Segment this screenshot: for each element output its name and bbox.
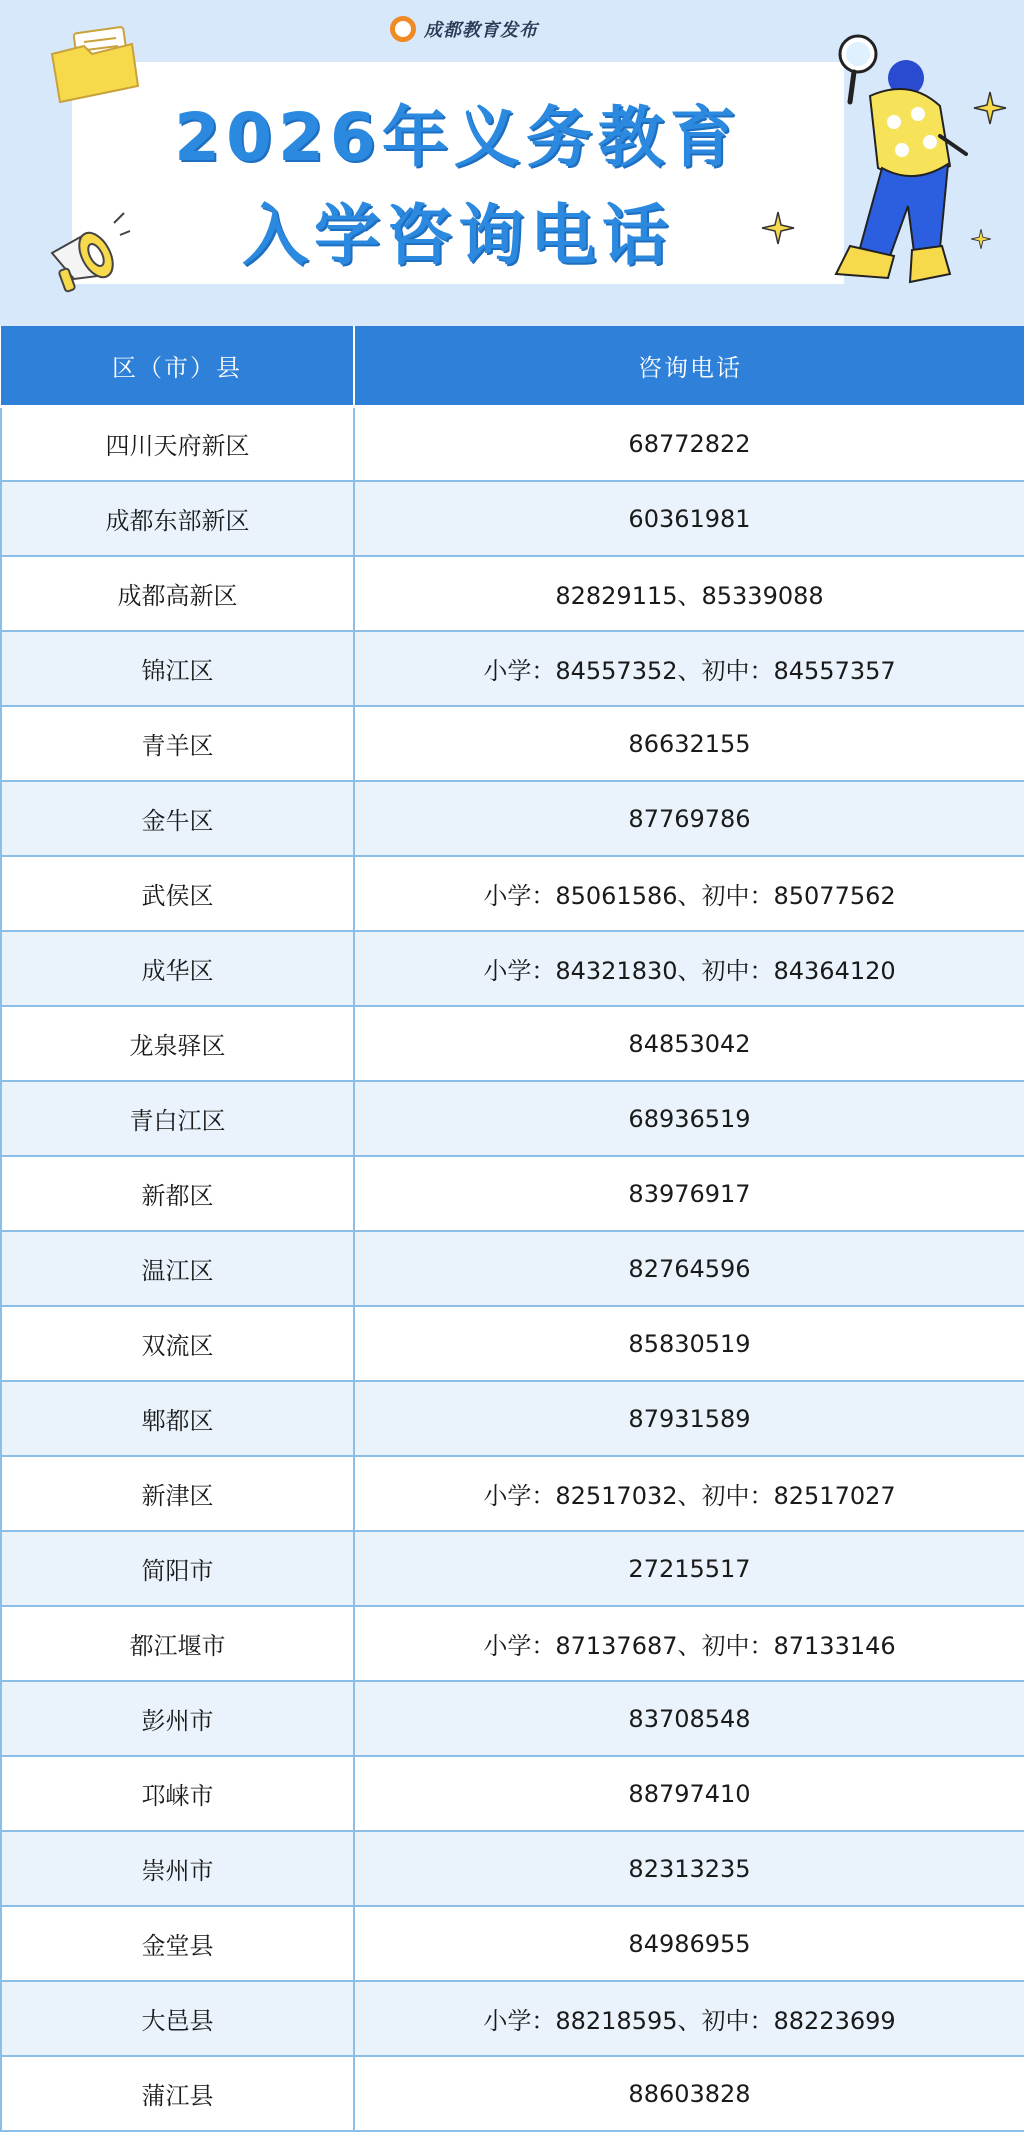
district-cell: 龙泉驿区 xyxy=(1,1006,354,1081)
district-cell: 金堂县 xyxy=(1,1906,354,1981)
table-row xyxy=(1,2056,1024,2131)
brand xyxy=(390,14,538,44)
phone-cell: 83708548 xyxy=(354,1681,1024,1756)
district-cell: 彭州市 xyxy=(1,1681,354,1756)
magnifier-person-illustration xyxy=(790,26,970,310)
table-row xyxy=(1,1456,1024,1531)
table-row xyxy=(1,556,1024,631)
page-title-line2: 入学咨询电话 xyxy=(242,197,674,274)
table-row xyxy=(1,1156,1024,1231)
brand-name: 成都教育发布 xyxy=(424,20,538,41)
table-body xyxy=(1,406,1024,2131)
table-row xyxy=(1,1306,1024,1381)
brand-logo-icon xyxy=(390,16,416,42)
district-cell: 青羊区 xyxy=(1,706,354,781)
district-cell: 蒲江县 xyxy=(1,2056,354,2131)
table-row xyxy=(1,1531,1024,1606)
table-row xyxy=(1,1006,1024,1081)
phone-cell: 27215517 xyxy=(354,1531,1024,1606)
phone-cell: 68772822 xyxy=(354,406,1024,481)
table-row xyxy=(1,1981,1024,2056)
phone-cell: 小学：84557352、初中：84557357 xyxy=(354,631,1024,706)
phone-cell: 82313235 xyxy=(354,1831,1024,1906)
district-cell: 简阳市 xyxy=(1,1531,354,1606)
district-cell: 新津区 xyxy=(1,1456,354,1531)
table-row xyxy=(1,1681,1024,1756)
phone-cell: 88797410 xyxy=(354,1756,1024,1831)
district-cell: 郫都区 xyxy=(1,1381,354,1456)
district-cell: 温江区 xyxy=(1,1231,354,1306)
phone-cell: 82764596 xyxy=(354,1231,1024,1306)
header-banner xyxy=(0,0,1024,318)
district-cell: 成都东部新区 xyxy=(1,481,354,556)
table-row xyxy=(1,706,1024,781)
table-row xyxy=(1,631,1024,706)
phone-cell: 88603828 xyxy=(354,2056,1024,2131)
district-cell: 武侯区 xyxy=(1,856,354,931)
phone-cell: 小学：88218595、初中：88223699 xyxy=(354,1981,1024,2056)
column-header-phone: 咨询电话 xyxy=(354,326,1024,406)
column-header-district: 区（市）县 xyxy=(1,326,354,406)
phone-cell: 60361981 xyxy=(354,481,1024,556)
sparkle-icon xyxy=(972,90,1008,126)
district-cell: 都江堰市 xyxy=(1,1606,354,1681)
phone-cell: 83976917 xyxy=(354,1156,1024,1231)
table-row xyxy=(1,856,1024,931)
sparkle-icon xyxy=(970,228,992,250)
district-cell: 青白江区 xyxy=(1,1081,354,1156)
consultation-table xyxy=(0,326,1024,2147)
phone-cell: 82829115、85339088 xyxy=(354,556,1024,631)
page-title-line1: 2026年义务教育 xyxy=(174,99,742,176)
phone-cell: 小学：82517032、初中：82517027 xyxy=(354,1456,1024,1531)
table-row xyxy=(1,1756,1024,1831)
district-cell: 大邑县 xyxy=(1,1981,354,2056)
phone-cell: 小学：87137687、初中：87133146 xyxy=(354,1606,1024,1681)
table-row xyxy=(1,406,1024,481)
district-cell: 金牛区 xyxy=(1,781,354,856)
table-header-row xyxy=(1,326,1024,406)
table-row xyxy=(1,781,1024,856)
table-row xyxy=(1,1231,1024,1306)
table-row xyxy=(1,1606,1024,1681)
table-row xyxy=(1,1081,1024,1156)
folder-icon xyxy=(46,24,142,106)
district-cell: 崇州市 xyxy=(1,1831,354,1906)
table-row xyxy=(1,1831,1024,1906)
megaphone-icon xyxy=(44,205,132,297)
district-cell: 邛崃市 xyxy=(1,1756,354,1831)
district-cell: 双流区 xyxy=(1,1306,354,1381)
table-row xyxy=(1,931,1024,1006)
phone-cell: 小学：85061586、初中：85077562 xyxy=(354,856,1024,931)
phone-cell: 87769786 xyxy=(354,781,1024,856)
table-row xyxy=(1,1906,1024,1981)
district-cell: 锦江区 xyxy=(1,631,354,706)
phone-cell: 68936519 xyxy=(354,1081,1024,1156)
table-row xyxy=(1,1381,1024,1456)
district-cell: 成都高新区 xyxy=(1,556,354,631)
phone-cell: 87931589 xyxy=(354,1381,1024,1456)
phone-cell: 84853042 xyxy=(354,1006,1024,1081)
sparkle-icon xyxy=(760,210,796,246)
phone-cell: 85830519 xyxy=(354,1306,1024,1381)
phone-cell: 84986955 xyxy=(354,1906,1024,1981)
table-row xyxy=(1,481,1024,556)
district-cell: 四川天府新区 xyxy=(1,406,354,481)
district-cell: 成华区 xyxy=(1,931,354,1006)
phone-cell: 86632155 xyxy=(354,706,1024,781)
phone-cell: 小学：84321830、初中：84364120 xyxy=(354,931,1024,1006)
district-cell: 新都区 xyxy=(1,1156,354,1231)
